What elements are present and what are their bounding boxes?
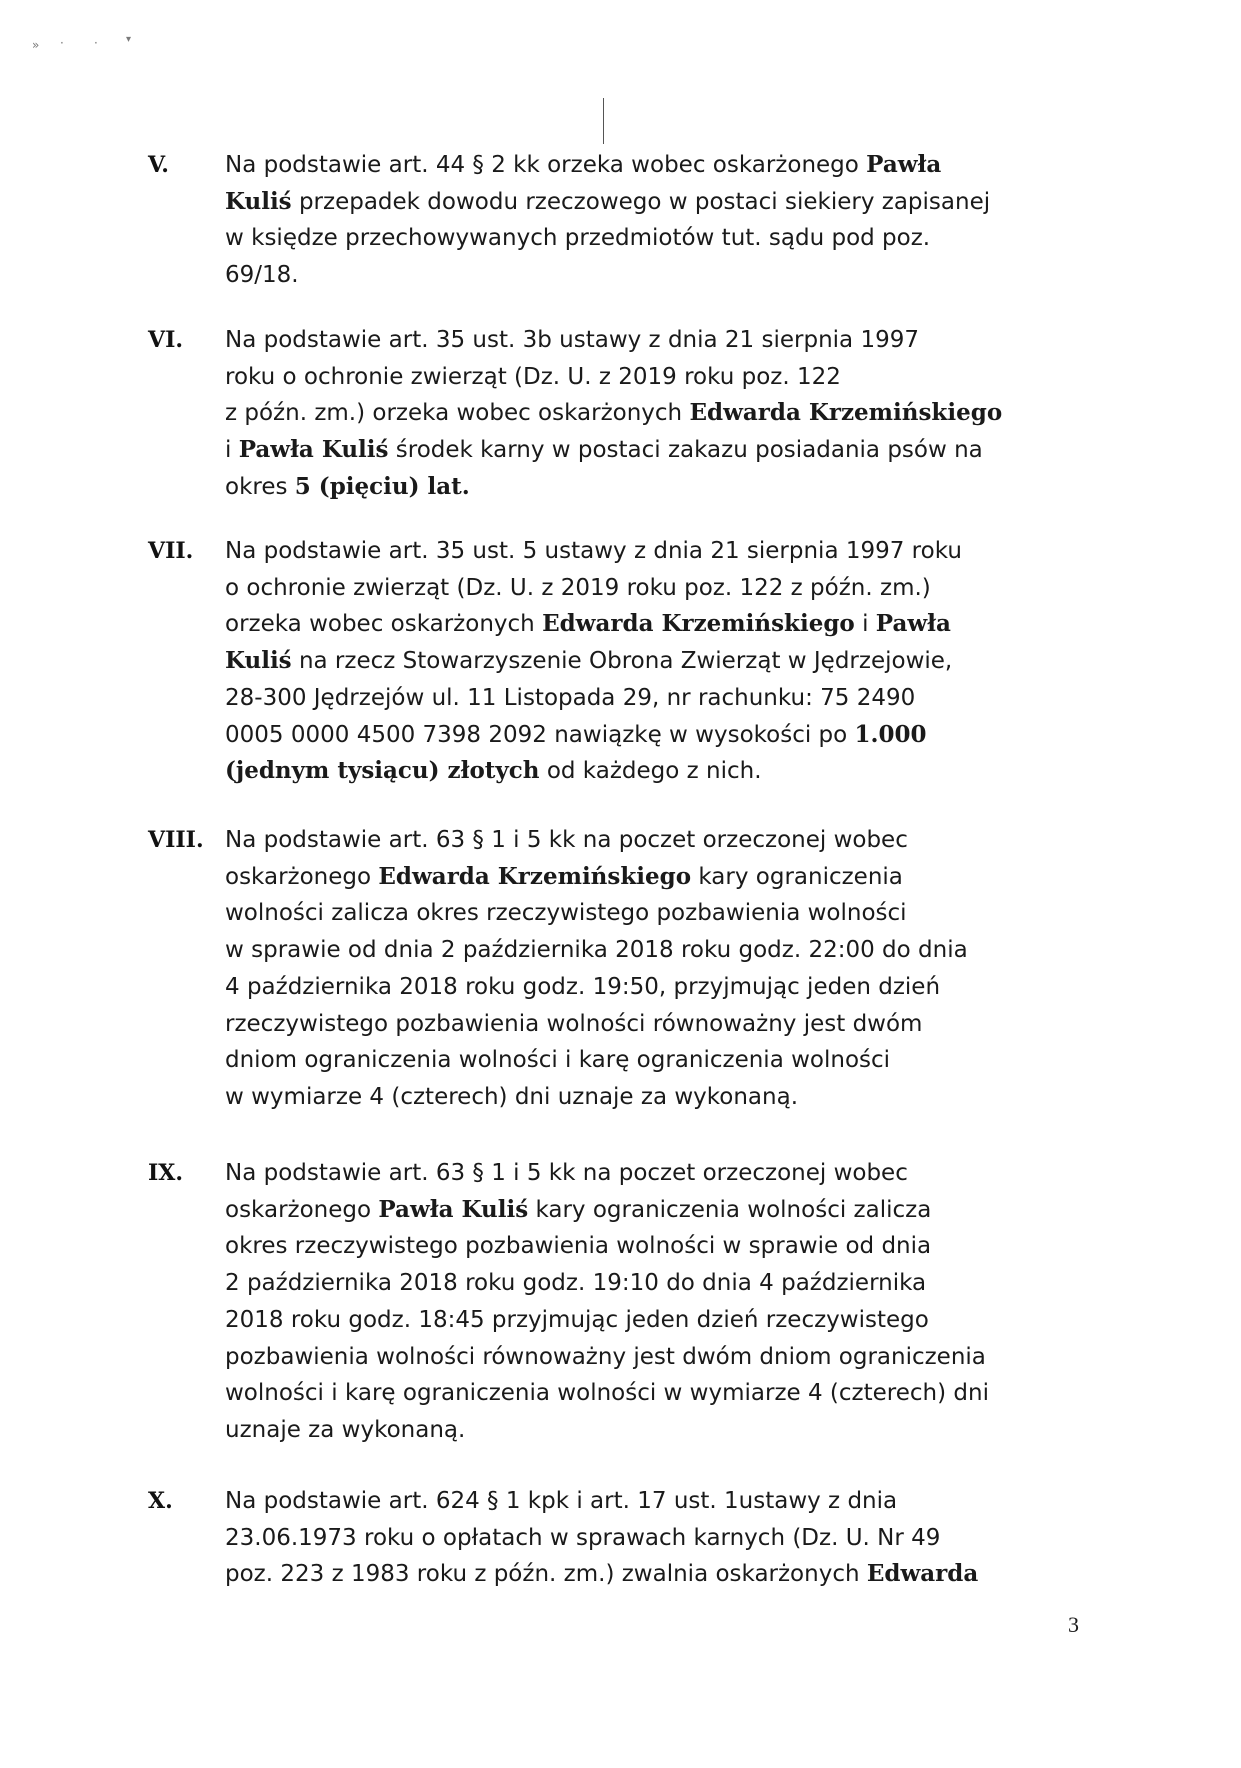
bold-text: (jednym tysiącu) złotych (225, 757, 540, 785)
text-run: o ochronie zwierząt (Dz. U. z 2019 roku poz. 122 z późn. zm.) (225, 574, 931, 601)
text-line (225, 1079, 1102, 1116)
bold-text: Edwarda Krzemińskiego (542, 610, 855, 638)
text-line (225, 1006, 1102, 1043)
text-run: 0005 0000 4500 7398 2092 nawiązkę w wysokości po (225, 721, 855, 748)
text-line (225, 717, 1102, 754)
text-line (225, 432, 1102, 469)
scan-line (603, 98, 604, 144)
text-run: oskarżonego (225, 863, 379, 890)
text-line (225, 859, 1102, 896)
text-run: kary ograniczenia (691, 863, 903, 890)
item-text (225, 147, 1102, 294)
scan-mark: ▾ (126, 34, 132, 45)
text-line (225, 1412, 1102, 1449)
text-run: 28-300 Jędrzejów ul. 11 Listopada 29, nr rachunku: 75 2490 (225, 684, 916, 711)
text-line (225, 680, 1102, 717)
text-run: poz. 223 z 1983 roku z późn. zm.) zwalnia oskarżonych (225, 1561, 867, 1588)
text-run: Na podstawie art. 63 § 1 i 5 kk na poczet orzeczonej wobec (225, 1160, 908, 1186)
text-line (225, 359, 1102, 396)
scan-mark: · (94, 36, 98, 50)
item-numeral: VII. (148, 538, 194, 564)
item-numeral: V. (148, 152, 169, 178)
text-run: kary ograniczenia wolności zalicza (528, 1196, 932, 1223)
text-run: orzeka wobec oskarżonych (225, 611, 543, 638)
text-run: dniom ograniczenia wolności i karę ograniczenia wolności (225, 1047, 891, 1074)
text-run: 69/18. (225, 262, 299, 289)
bold-text: Edwarda Krzemińskiego (689, 399, 1003, 427)
bold-text: 5 (pięciu) lat. (294, 472, 470, 500)
text-run: okres (225, 473, 295, 500)
text-line (225, 322, 1102, 359)
text-line (225, 606, 1102, 643)
text-line (225, 895, 1102, 932)
text-run: wolności zalicza okres rzeczywistego pozbawienia wolności (225, 900, 907, 927)
text-run: od każdego z nich. (539, 758, 762, 785)
item-numeral: IX. (148, 1160, 184, 1186)
text-run: 2 października 2018 roku godz. 19:10 do dnia 4 października (225, 1270, 927, 1297)
text-run: środek karny w postaci zakazu posiadania psów na (388, 437, 983, 464)
item-text (225, 322, 1102, 506)
text-line (225, 147, 1102, 184)
page-number: 3 (1068, 1612, 1079, 1637)
text-run: i (225, 437, 239, 464)
text-line (225, 469, 1102, 506)
text-line (225, 1339, 1102, 1376)
bold-text: 1.000 (854, 720, 927, 748)
item-numeral: X. (148, 1488, 173, 1514)
text-run: okres rzeczywistego pozbawienia wolności w sprawie od dnia (225, 1233, 932, 1260)
text-run: w sprawie od dnia 2 października 2018 roku godz. 22:00 do dnia (225, 937, 968, 964)
bold-text: Pawła (866, 151, 942, 178)
text-line (225, 1556, 1102, 1593)
text-line (225, 1155, 1102, 1192)
text-line (225, 753, 1102, 790)
text-run: Na podstawie art. 35 ust. 3b ustawy z dnia 21 sierpnia 1997 (225, 327, 919, 353)
text-run: 23.06.1973 roku o opłatach w sprawach karnych (Dz. U. Nr 49 (225, 1524, 941, 1551)
scan-mark: » (32, 38, 40, 52)
bold-text: Edwarda Krzemińskiego (378, 862, 692, 890)
text-line (225, 570, 1102, 607)
item-text (225, 822, 1102, 1116)
scan-mark: · (60, 36, 64, 50)
bold-text: Pawła Kuliś (238, 436, 389, 464)
text-line (225, 257, 1102, 294)
item-text (225, 1155, 1102, 1449)
text-line (225, 184, 1102, 221)
item-numeral: VIII. (148, 827, 204, 853)
text-run: Na podstawie art. 624 § 1 kpk i art. 17 ust. 1ustawy z dnia (225, 1488, 898, 1514)
text-line (225, 822, 1102, 859)
text-run: Na podstawie art. 44 § 2 kk orzeka wobec oskarżonego (225, 152, 867, 178)
text-run: i (854, 611, 876, 638)
text-run: roku o ochronie zwierząt (Dz. U. z 2019 roku poz. 122 (225, 363, 841, 390)
text-line (225, 1520, 1102, 1557)
text-line (225, 1375, 1102, 1412)
text-run: pozbawienia wolności równoważny jest dwóm dniom ograniczenia (225, 1343, 986, 1370)
item-numeral: VI. (148, 327, 184, 353)
text-run: oskarżonego (225, 1196, 379, 1223)
text-line (225, 220, 1102, 257)
text-run: wolności i karę ograniczenia wolności w wymiarze 4 (czterech) dni (225, 1380, 989, 1407)
bold-text: Kuliś (225, 187, 292, 215)
text-run: 4 października 2018 roku godz. 19:50, przyjmując jeden dzień (225, 973, 941, 1000)
text-run: na rzecz Stowarzyszenie Obrona Zwierząt w Jędrzejowie, (291, 648, 953, 675)
text-line (225, 1265, 1102, 1302)
text-line (225, 1302, 1102, 1339)
text-line (225, 533, 1102, 570)
text-run: Na podstawie art. 63 § 1 i 5 kk na poczet orzeczonej wobec (225, 827, 908, 853)
item-text (225, 1483, 1102, 1593)
bold-text: Pawła Kuliś (378, 1195, 529, 1223)
bold-text: Kuliś (225, 647, 292, 675)
item-text (225, 533, 1102, 790)
text-line (225, 395, 1102, 432)
text-run: 2018 roku godz. 18:45 przyjmując jeden dzień rzeczywistego (225, 1306, 929, 1333)
text-run: w księdze przechowywanych przedmiotów tut. sądu pod poz. (225, 225, 931, 252)
text-run: przepadek dowodu rzeczowego w postaci siekiery zapisanej (291, 188, 991, 215)
text-run: z późn. zm.) orzeka wobec oskarżonych (225, 400, 690, 427)
text-line (225, 1483, 1102, 1520)
text-line (225, 643, 1102, 680)
bold-text: Pawła (875, 610, 951, 638)
text-line (225, 1042, 1102, 1079)
text-line (225, 969, 1102, 1006)
text-line (225, 1228, 1102, 1265)
text-line (225, 1192, 1102, 1229)
text-run: rzeczywistego pozbawienia wolności równoważny jest dwóm (225, 1010, 923, 1037)
text-run: Na podstawie art. 35 ust. 5 ustawy z dnia 21 sierpnia 1997 roku (225, 538, 962, 564)
text-line (225, 932, 1102, 969)
bold-text: Edwarda (866, 1560, 979, 1588)
text-run: w wymiarze 4 (czterech) dni uznaje za wykonaną. (225, 1083, 799, 1110)
text-run: uznaje za wykonaną. (225, 1416, 466, 1443)
